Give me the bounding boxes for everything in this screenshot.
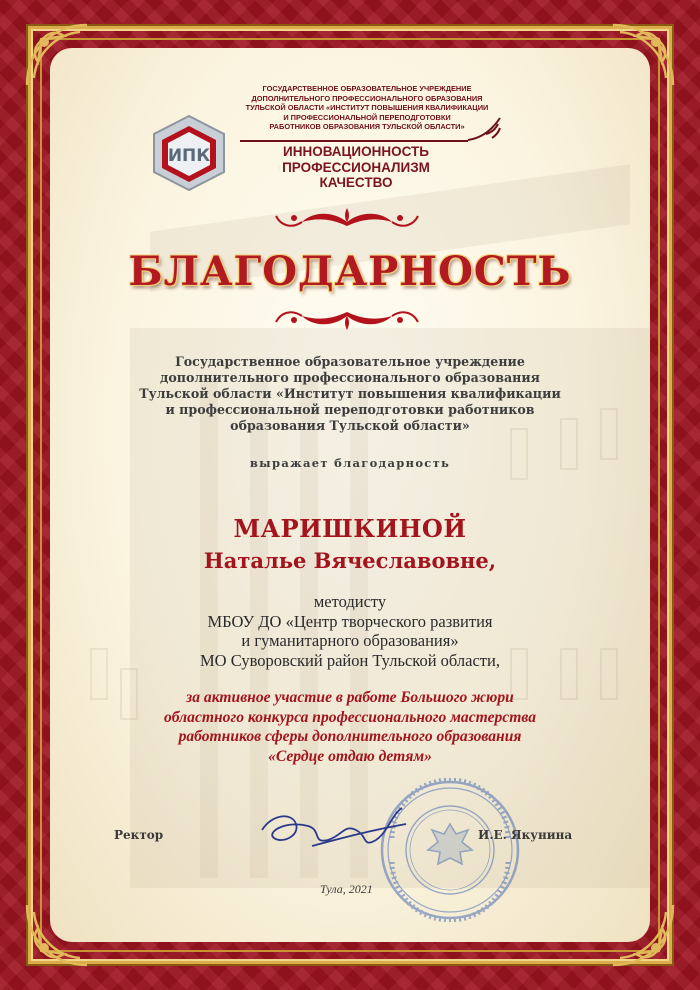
motto-line: ИННОВАЦИОННОСТЬ: [283, 144, 429, 159]
building-window: [600, 648, 618, 700]
issuer-text: Государственное образовательное учреждение дополнительного профессионального образования Тульской области «Институт повышения квалификации и профессиональной переподготовки работников образования Тульской области»: [139, 354, 561, 433]
building-window: [600, 408, 618, 460]
recipient-surname: МАРИШКИНОЙ: [233, 514, 467, 543]
organization-header: ГОСУДАРСТВЕННОЕ ОБРАЗОВАТЕЛЬНОЕ УЧРЕЖДЕНИЕ ДОПОЛНИТЕЛЬНОГО ПРОФЕССИОНАЛЬНОГО ОБРАЗОВАНИЯ ТУЛЬСКОЙ ОБЛАСТИ «ИНСТИТУТ ПОВЫШЕНИЯ КВАЛИФИКАЦИИ И ПРОФЕССИОНАЛЬНОЙ ПЕРЕПОДГОТОВКИ РАБОТНИКОВ ОБРАЗОВАНИЯ ТУЛЬСКОЙ ОБЛАСТИ»: [245, 84, 489, 132]
flourish-icon: [466, 114, 506, 144]
motto-line: КАЧЕСТВО: [319, 175, 393, 190]
building-window: [510, 428, 528, 480]
institute-logo: [148, 112, 230, 194]
corner-ornament-top-right: [608, 20, 678, 90]
signatory-name: И.Е. Якунина: [478, 828, 573, 842]
signatory-role: Ректор: [114, 828, 164, 842]
corner-ornament-top-left: [22, 20, 92, 90]
corner-ornament-bottom-left: [22, 900, 92, 970]
recipient-position: методисту МБОУ ДО «Центр творческого развития и гуманитарного образования» МО Суворовский район Тульской области,: [200, 592, 500, 670]
motto-line: ПРОФЕССИОНАЛИЗМ: [282, 159, 430, 175]
logo-text: ИПК: [167, 146, 211, 166]
certificate-title: БЛАГОДАРНОСТЬ: [128, 248, 572, 295]
rector-signature: [252, 800, 412, 860]
city-date: Тула, 2021: [320, 882, 373, 896]
expresses-gratitude: выражает благодарность: [249, 456, 451, 470]
motto: [236, 144, 476, 191]
ornament-bottom-icon: [272, 304, 422, 334]
header-rule: [240, 140, 468, 142]
corner-ornament-bottom-right: [608, 900, 678, 970]
award-reason: за активное участие в работе Большого жюри областного конкурса профессионального мастерства работников сферы дополнительного образования «Сердце отдаю детям»: [163, 689, 537, 765]
ornament-top-icon: [272, 204, 422, 234]
recipient-name: Наталье Вячеславовне,: [203, 548, 497, 573]
